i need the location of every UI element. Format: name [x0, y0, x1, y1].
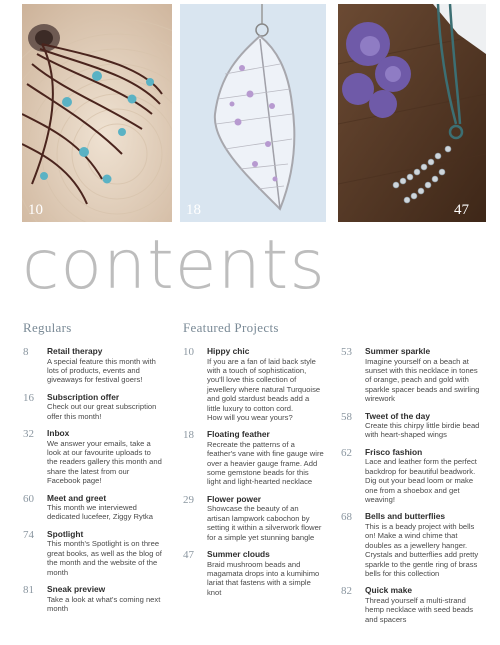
entry-title: Summer clouds [207, 549, 270, 559]
entry-description: Check out our great subscription offer this month! [47, 402, 157, 421]
regulars-list [23, 346, 173, 620]
page-number: 18 [183, 429, 194, 442]
toc-entry[interactable] [183, 549, 333, 597]
entry-title: Tweet of the day [365, 410, 430, 421]
toc-entry[interactable] [341, 447, 491, 505]
entry-description: This month we interviewed dedicated lucefeer, Ziggy Rytka [47, 503, 153, 522]
page-number: 68 [341, 511, 352, 524]
entry-title: Subscription offer [47, 391, 120, 402]
page-number: 62 [341, 446, 352, 459]
entry-title: Frisco fashion [365, 446, 423, 457]
page-number: 10 [183, 346, 194, 358]
featured-list [183, 346, 333, 604]
page-number: 47 [183, 549, 194, 561]
entry-title: Hippy chic [207, 346, 250, 356]
entry-description: Take a look at what's coming next month [47, 594, 161, 613]
toc-entry[interactable] [23, 529, 173, 577]
page-number: 81 [23, 584, 34, 596]
toc-entry[interactable] [23, 428, 173, 486]
entry-title: Spotlight [47, 528, 84, 539]
entry-title: Quick make [365, 585, 413, 596]
entry-description: Recreate the patterns of a feather's vane with fine gauge wire over a heavier gauge frame. Add some gemstone beads for this light and light-hearted necklace [207, 439, 324, 487]
entry-title: Floating feather [207, 429, 270, 440]
page-number: 16 [23, 391, 34, 404]
bracelet-image [22, 4, 172, 222]
lariat-image [338, 4, 486, 222]
page-number: 8 [23, 346, 29, 358]
page-number: 32 [23, 428, 34, 441]
toc-entry[interactable] [341, 585, 491, 624]
photo-page-number: 10 [28, 202, 43, 218]
entry-title: Flower power [207, 493, 261, 504]
entry-description: Showcase the beauty of an artisan lampwork cabochon by setting it within a silverwork flower for a simple yet stunning bangle [207, 504, 322, 542]
page-number: 82 [341, 585, 352, 598]
entry-description: If you are a fan of laid back style with a touch of sophistication, you'll love this collection of jewellery where natural Turquoise and gold stardust beads add a little luxury to cotton cord. How will you wear yours? [207, 356, 321, 422]
entry-title: Bells and butterflies [365, 511, 446, 522]
toc-entry[interactable] [341, 511, 491, 578]
featured-heading: Featured Projects [183, 320, 279, 335]
page-number: 58 [341, 410, 352, 423]
entry-title: Meet and greet [47, 492, 107, 503]
page-title: contents [22, 226, 326, 305]
featured-list-continued [341, 346, 491, 631]
entry-title: Retail therapy [47, 346, 103, 356]
toc-entry[interactable] [23, 346, 173, 385]
toc-entry[interactable] [341, 411, 491, 440]
toc-entry[interactable] [23, 493, 173, 522]
page-number: 60 [23, 492, 34, 505]
page-number: 74 [23, 528, 34, 541]
entry-title: Summer sparkle [365, 346, 431, 356]
entry-description: Imagine yourself on a beach at sunset with this necklace in tones of orange, peach and gold with sparkle spacer beads and swirling wirework [365, 356, 480, 404]
page-number: 53 [341, 346, 352, 358]
entry-description: This is a beady project with bells on! Make a wind chime that doubles as a jewellery hanger. Crystals and butterflies add pretty sparkle to the gentle ring of brass bells for this collection [365, 521, 479, 578]
entry-description: We answer your emails, take a look at our favourite uploads to the readers gallery this month and share the latest from our Facebook page! [47, 438, 162, 486]
entry-description: Braid mushroom beads and magamata drops into a kumihimo lariat that fastens with a simple knot [207, 559, 320, 597]
toc-entry[interactable] [183, 346, 333, 422]
toc-entry[interactable] [341, 346, 491, 404]
feather-image [180, 4, 326, 222]
entry-description: Thread yourself a multi-strand hemp necklace with seed beads and spacers [365, 595, 474, 624]
toc-entry[interactable] [183, 494, 333, 542]
photo-page-number: 18 [186, 202, 201, 218]
entry-title: Inbox [47, 428, 70, 439]
photo-lariat [338, 4, 486, 222]
entry-description: Lace and leather form the perfect backdrop for beautiful beadwork. Dig out your bead loom or make one from a shoebox and get weaving! [365, 457, 477, 504]
entry-title: Sneak preview [47, 584, 106, 594]
entry-description: A special feature this month with lots of products, events and giveaways for festival goers! [47, 356, 156, 385]
toc-entry[interactable] [183, 429, 333, 487]
entry-description: Create this chirpy little birdie bead with heart-shaped wings [365, 421, 480, 440]
entry-description: This month's Spotlight is on three great books, as well as the blog of the month and the website of the month [47, 539, 162, 577]
photo-bracelet [22, 4, 172, 222]
photo-page-number: 47 [454, 202, 469, 218]
photo-feather [180, 4, 326, 222]
regulars-heading: Regulars [23, 320, 72, 335]
photo-strip [0, 0, 500, 222]
page-number: 29 [183, 493, 194, 506]
toc-entry[interactable] [23, 392, 173, 421]
toc-entry[interactable] [23, 584, 173, 613]
